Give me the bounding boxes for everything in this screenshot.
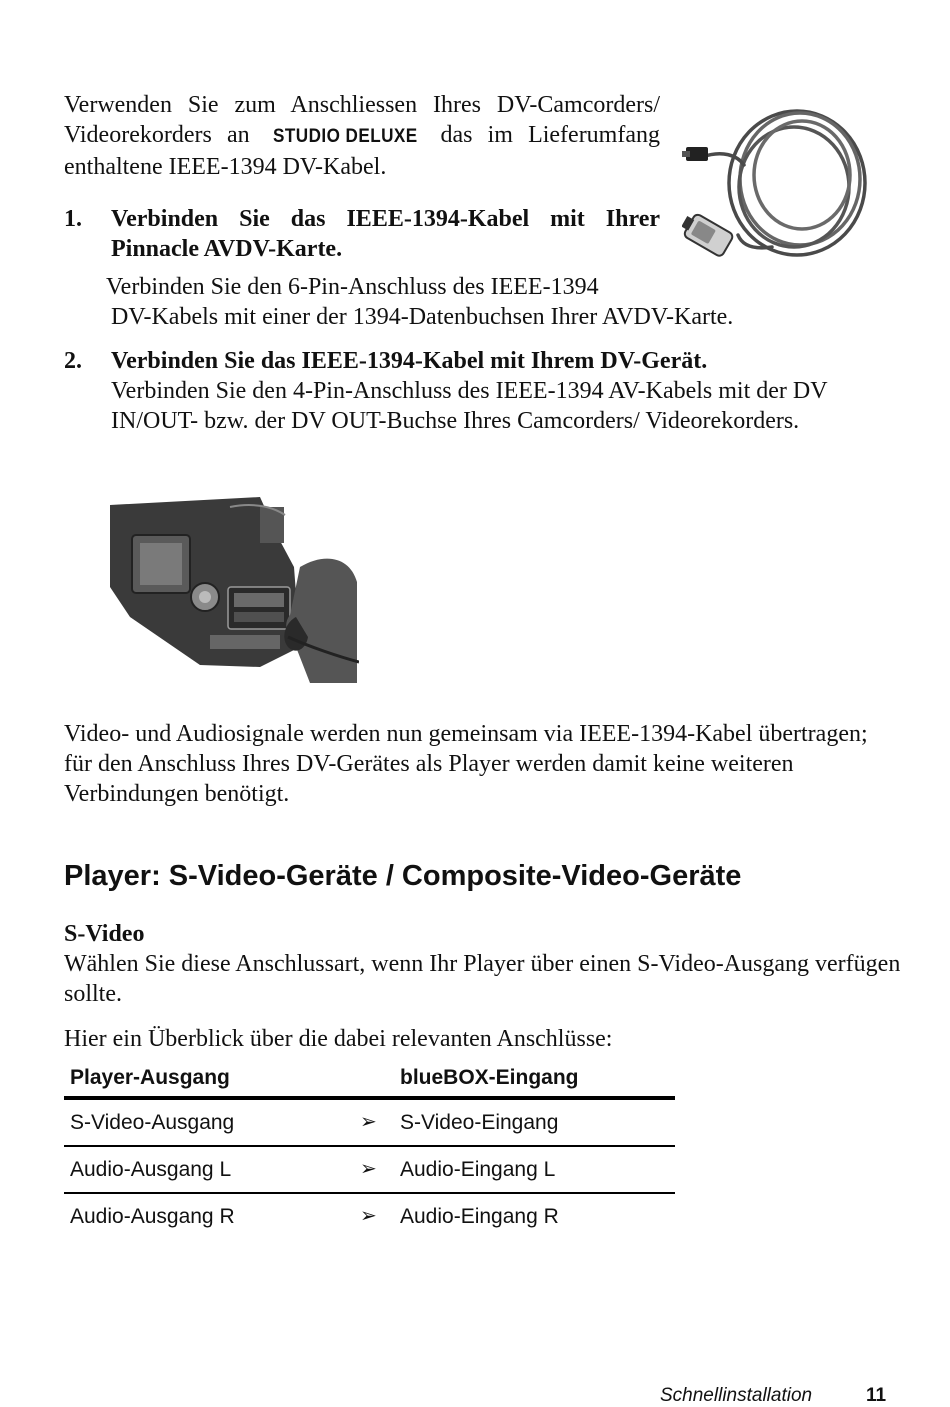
cell-input: S-Video-Eingang — [400, 1111, 559, 1134]
step-number: 1. — [64, 206, 82, 232]
header-player-output: Player-Ausgang — [70, 1066, 230, 1089]
section-title: Player: S-Video-Geräte / Composite-Video-Geräte — [64, 860, 742, 892]
arrow-icon: ➢ — [360, 1111, 377, 1133]
cell-output: Audio-Ausgang R — [70, 1205, 235, 1228]
step-1-body: Verbinden Sie den 6-Pin-Anschluss des IEEE-1394 — [106, 274, 599, 300]
table-row — [64, 1194, 675, 1239]
cell-output: Audio-Ausgang L — [70, 1158, 232, 1181]
arrow-icon: ➢ — [360, 1158, 377, 1180]
step-number: 2. — [64, 348, 82, 374]
cell-input: Audio-Eingang R — [400, 1205, 559, 1228]
step-heading: Verbinden Sie das IEEE-1394-Kabel mit Ihrem DV-Gerät. — [111, 348, 708, 374]
step-heading: Verbinden Sie das IEEE-1394-Kabel mit Ihrer Pinnacle AVDV-Karte. — [111, 206, 660, 262]
table-row — [64, 1147, 675, 1192]
signal-paragraph: Video- und Audiosignale werden nun gemeinsam via IEEE-1394-Kabel übertragen; für den Anschluss Ihres DV-Gerätes als Player werden damit keine weiteren Verbindungen benötigt. — [64, 721, 868, 807]
cell-output: S-Video-Ausgang — [70, 1111, 235, 1134]
intro-paragraph: Verwenden Sie zum Anschliessen Ihres DV-Camcorders/ Videorekorders an STUDIO DELUXE das im Lieferumfang enthaltene IEEE-1394 DV-Kabel. — [64, 92, 660, 180]
footer-section-label: Schnellinstallation — [660, 1385, 813, 1406]
connections-table — [64, 1060, 675, 1239]
subsection-title: S-Video — [64, 921, 145, 947]
header-bluebox-input: blueBOX-Eingang — [400, 1066, 579, 1089]
page-number: 11 — [866, 1385, 887, 1406]
ieee-1394-cable-image — [682, 95, 872, 265]
arrow-icon: ➢ — [360, 1205, 377, 1227]
cell-input: Audio-Eingang L — [400, 1158, 556, 1181]
table-row — [64, 1100, 675, 1145]
step-1-body-continued: DV-Kabels mit einer der 1394-Datenbuchsen Ihrer AVDV-Karte. — [111, 304, 734, 330]
camcorder-photo — [110, 497, 359, 683]
table-header — [64, 1060, 675, 1096]
brand-name: STUDIO DELUXE — [272, 126, 418, 147]
step-2-body: Verbinden Sie den 4-Pin-Anschluss des IEEE-1394 AV-Kabels mit der DV IN/OUT- bzw. der DV OUT-Buchse Ihres Camcorders/ Videorekorders. — [111, 378, 828, 434]
overview-text: Hier ein Überblick über die dabei relevanten Anschlüsse: — [64, 1026, 613, 1052]
subsection-body: Wählen Sie diese Anschlussart, wenn Ihr Player über einen S-Video-Ausgang verfügen sollte. — [64, 951, 901, 1007]
